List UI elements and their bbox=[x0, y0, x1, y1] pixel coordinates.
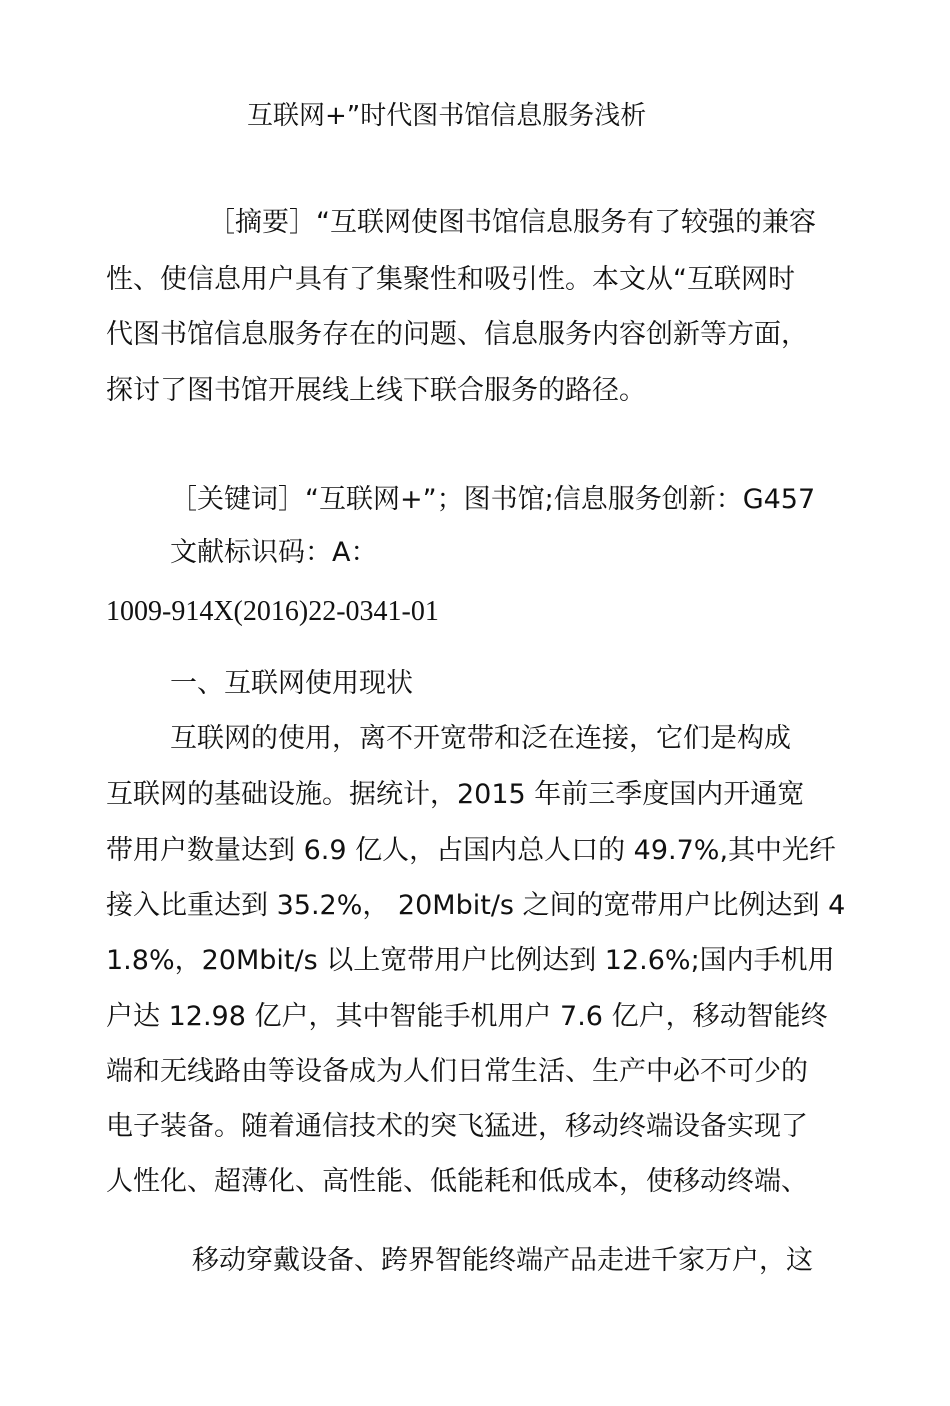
section-heading: 一、互联网使用现状 bbox=[170, 668, 413, 699]
body-line: 电子装备。随着通信技术的突飞猛进，移动终端设备实现了 bbox=[106, 1111, 808, 1142]
continuation-line: 移动穿戴设备、跨界智能终端产品走进千家万户，这 bbox=[192, 1245, 813, 1276]
abstract-line: 代图书馆信息服务存在的问题、信息服务内容创新等方面， bbox=[106, 319, 808, 350]
body-line: 1.8%，20Mbit/s 以上宽带用户比例达到 12.6%;国内手机用 bbox=[106, 945, 835, 976]
body-line: 接入比重达到 35.2%， 20Mbit/s 之间的宽带用户比例达到 4 bbox=[106, 890, 846, 921]
abstract-line: ［摘要］“互联网使图书馆信息服务有了较强的兼容 bbox=[208, 207, 816, 238]
article-number: 1009-914X(2016)22-0341-01 bbox=[106, 596, 439, 627]
body-line: 端和无线路由等设备成为人们日常生活、生产中必不可少的 bbox=[106, 1056, 808, 1087]
keywords-line: ［关键词］“互联网+”；图书馆;信息服务创新：G457 bbox=[170, 484, 816, 515]
abstract-line: 性、使信息用户具有了集聚性和吸引性。本文从“互联网时 bbox=[106, 264, 795, 295]
body-line: 带用户数量达到 6.9 亿人，占国内总人口的 49.7%,其中光纤 bbox=[106, 835, 837, 866]
abstract-line: 探讨了图书馆开展线上线下联合服务的路径。 bbox=[106, 375, 646, 406]
body-line: 互联网的基础设施。据统计，2015 年前三季度国内开通宽 bbox=[106, 779, 805, 810]
document-code-line: 文献标识码：A： bbox=[170, 537, 378, 568]
body-line: 互联网的使用，离不开宽带和泛在连接，它们是构成 bbox=[170, 723, 791, 754]
body-line: 户达 12.98 亿户，其中智能手机用户 7.6 亿户，移动智能终 bbox=[106, 1001, 828, 1032]
body-line: 人性化、超薄化、高性能、低能耗和低成本，使移动终端、 bbox=[106, 1166, 808, 1197]
document-title: 互联网+”时代图书馆信息服务浅析 bbox=[247, 101, 647, 131]
